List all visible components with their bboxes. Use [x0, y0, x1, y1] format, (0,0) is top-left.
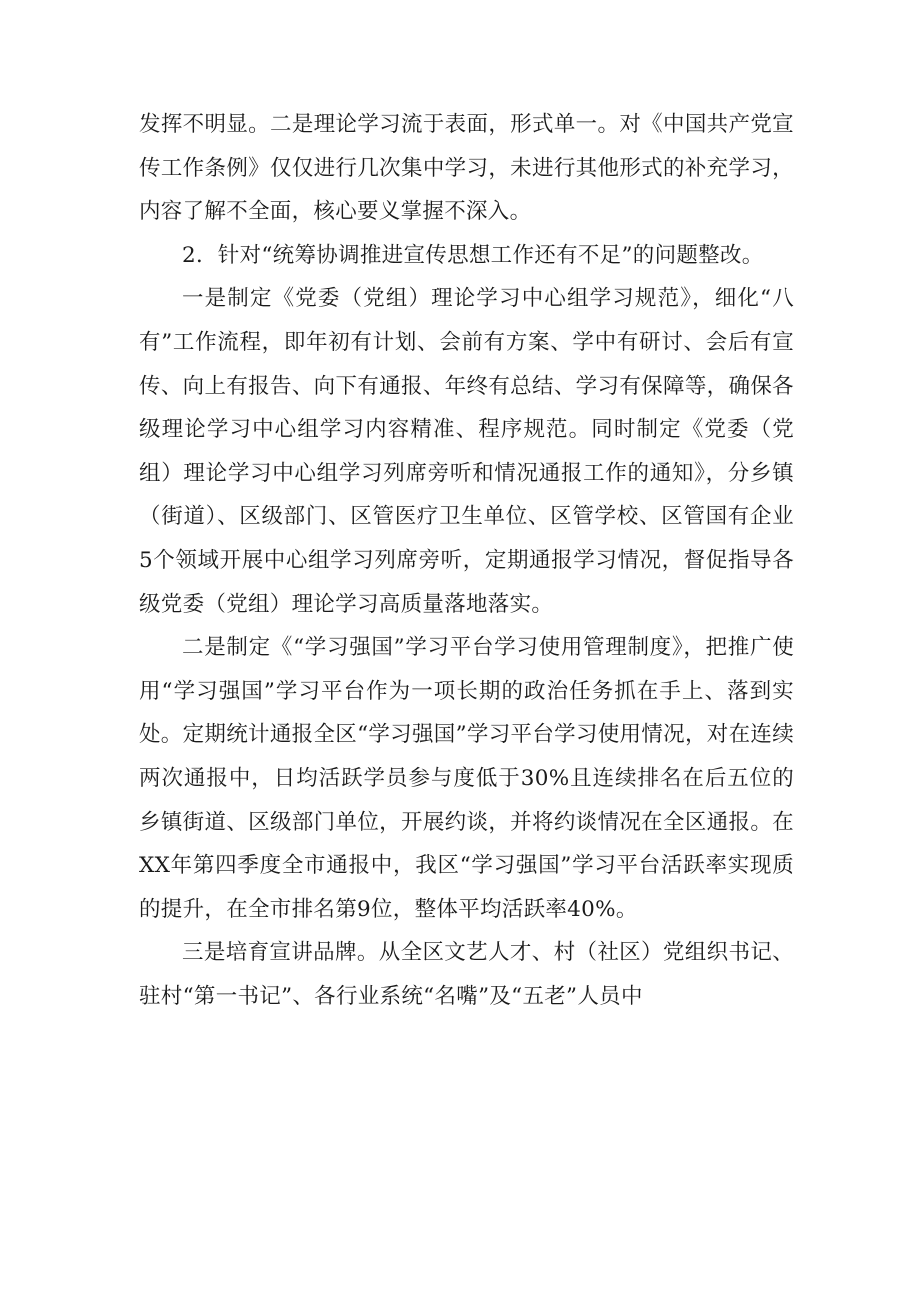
- paragraph-1: 发挥不明显。二是理论学习流于表面，形式单一。对《中国共产党宣传工作条例》仅仅进行几次集中学习，未进行其他形式的补充学习，内容了解不全面，核心要义掌握不深入。: [139, 112, 794, 225]
- document-page: [139, 103, 794, 1018]
- paragraph-4: 二是制定《“学习强国”学习平台学习使用管理制度》，把推广使用“学习强国”学习平台作为一项长期的政治任务抓在手上、落到实处。定期统计通报全区“学习强国”学习平台学习使用情况，对在连续两次通报中，日均活跃学员参与度低于30%且连续排名在后五位的乡镇街道、区级部门单位，开展约谈，并将约谈情况在全区通报。在XX年第四季度全市通报中，我区“学习强国”学习平台活跃率实现质的提升，在全市排名第9位，整体平均活跃率40%。: [139, 635, 794, 922]
- paragraph-5: 三是培育宣讲品牌。从全区文艺人才、村（社区）党组织书记、驻村“第一书记”、各行业系统“名嘴”及“五老”人员中: [139, 940, 794, 1009]
- paragraph-2-heading: 2．针对“统筹协调推进宣传思想工作还有不足”的问题整改。: [182, 242, 764, 268]
- paragraph-3: 一是制定《党委（党组）理论学习中心组学习规范》，细化“八有”工作流程，即年初有计划、会前有方案、学中有研讨、会后有宣传、向上有报告、向下有通报、年终有总结、学习有保障等，确保各级理论学习中心组学习内容精准、程序规范。同时制定《党委（党组）理论学习中心组学习列席旁听和情况通报工作的通知》，分乡镇（街道）、区级部门、区管医疗卫生单位、区管学校、区管国有企业5个领域开展中心组学习列席旁听，定期通报学习情况，督促指导各级党委（党组）理论学习高质量落地落实。: [139, 286, 794, 617]
